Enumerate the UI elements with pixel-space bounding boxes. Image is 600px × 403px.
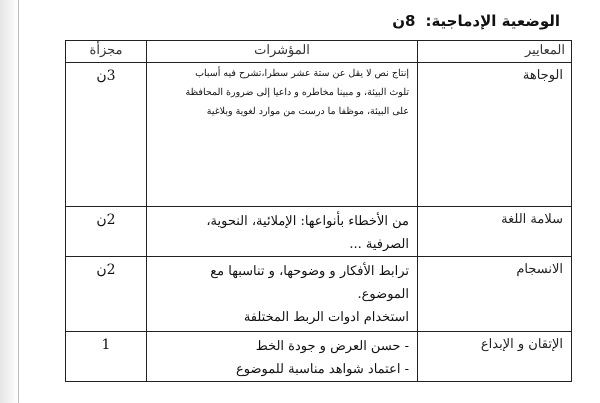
page-edge-shadow bbox=[0, 0, 18, 403]
indicator-cell bbox=[147, 257, 418, 332]
table-row bbox=[66, 207, 572, 257]
table-header-row bbox=[66, 41, 572, 63]
table-row bbox=[66, 332, 572, 382]
indicator-cell bbox=[147, 207, 418, 257]
indicator-cell bbox=[147, 63, 418, 207]
indicator-line: على البيئة، موظفا ما درست من موارد لغوية وبلاغية bbox=[206, 106, 409, 117]
indicator-line: ترابط الأفكار و وضوحها، و تناسبها مع bbox=[210, 264, 409, 279]
page-edge-line bbox=[18, 0, 19, 403]
indicator-line: الصرفية ... bbox=[349, 237, 409, 252]
grading-table bbox=[65, 40, 572, 382]
indicator-line: من الأخطاء بأنواعها: الإملائية، النحوية، bbox=[206, 214, 409, 229]
indicator-line: استخدام ادوات الربط المختلفة bbox=[243, 310, 409, 325]
indicator-line: الموضوع. bbox=[357, 287, 409, 302]
section-title bbox=[392, 12, 560, 30]
criterion-cell: الانسجام bbox=[418, 257, 572, 332]
section-title-score: 8ن bbox=[392, 12, 416, 30]
indicator-line: - حسن العرض و جودة الخط bbox=[255, 339, 409, 354]
header-marks: مجزأة bbox=[66, 41, 147, 63]
table-row bbox=[66, 63, 572, 207]
criterion-cell: سلامة اللغة bbox=[418, 207, 572, 257]
indicator-line: إنتاج نص لا يقل عن ستة عشر سطرا،تشرح فيه أسباب bbox=[195, 68, 409, 79]
mark-cell: 2ن bbox=[66, 257, 147, 332]
indicator-line: - اعتماد شواهد مناسبة للموضوع bbox=[235, 362, 409, 377]
mark-cell: 1 bbox=[66, 332, 147, 382]
mark-cell: 2ن bbox=[66, 207, 147, 257]
criterion-cell: الوجاهة bbox=[418, 63, 572, 207]
section-title-label: الوضعية الإدماجية: bbox=[425, 12, 560, 30]
indicator-cell bbox=[147, 332, 418, 382]
header-indicators: المؤشرات bbox=[147, 41, 418, 63]
header-criteria: المعايير bbox=[418, 41, 572, 63]
mark-cell: 3ن bbox=[66, 63, 147, 207]
table-row bbox=[66, 257, 572, 332]
criterion-cell: الإتقان و الإبداع bbox=[418, 332, 572, 382]
indicator-line: تلوث البيئة، و مبينا مخاطره و داعيا إلى ضرورة المحافظة bbox=[185, 87, 409, 98]
